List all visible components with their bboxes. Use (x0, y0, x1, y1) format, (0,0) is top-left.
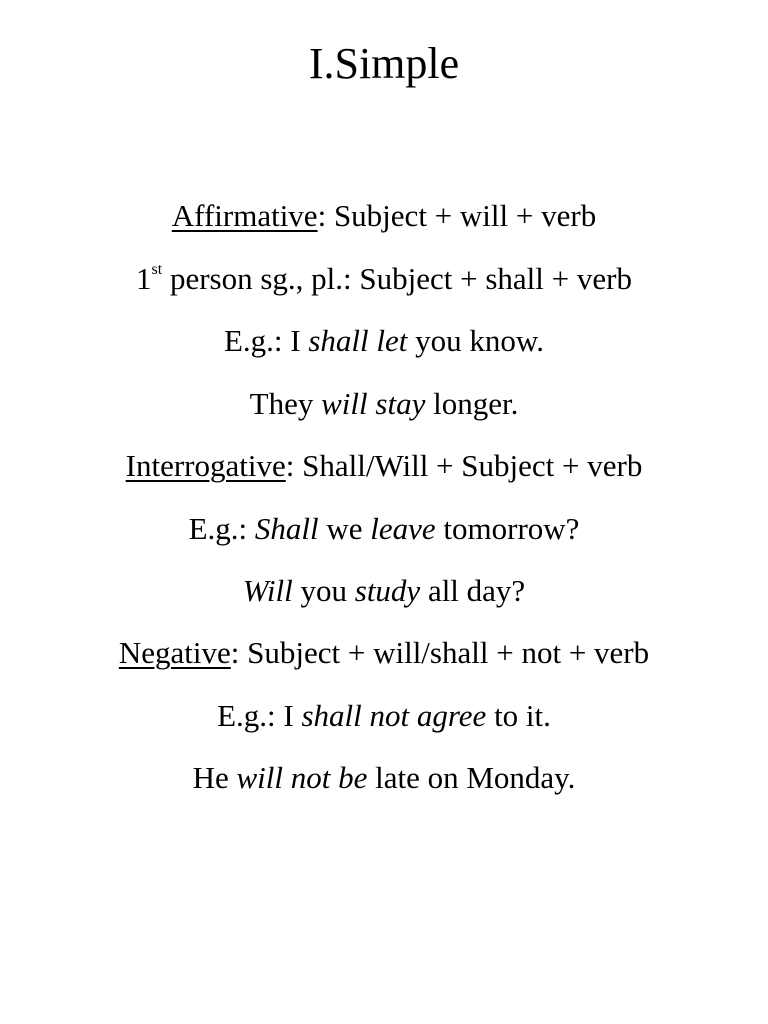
affirmative-rule (0, 196, 768, 236)
example-verb: shall let (308, 323, 408, 358)
first-person-superscript: st (151, 260, 163, 278)
example-verb: will not be (236, 760, 368, 795)
example-shall-leave (0, 509, 768, 549)
example-text: you know. (407, 323, 545, 358)
example-text: E.g.: (188, 511, 255, 546)
example-text: all day? (420, 573, 526, 608)
example-text: to it. (486, 698, 551, 733)
negative-rule (0, 633, 768, 673)
interrogative-label: Interrogative (125, 448, 286, 483)
negative-label: Negative (118, 635, 231, 670)
negative-formula: : Subject + will/shall + not + verb (230, 635, 650, 670)
interrogative-formula: : Shall/Will + Subject + verb (285, 448, 643, 483)
example-verb: study (354, 573, 421, 608)
page-title: I.Simple (308, 39, 460, 88)
example-text: late on Monday. (367, 760, 576, 795)
example-verb: Shall (254, 511, 319, 546)
example-will-study (0, 571, 768, 611)
example-shall-let (0, 321, 768, 361)
affirmative-formula: : Subject + will + verb (317, 198, 597, 233)
example-text: He (192, 760, 237, 795)
example-verb: Will (242, 573, 293, 608)
example-text: tomorrow? (435, 511, 580, 546)
example-text: They (249, 386, 322, 421)
affirmative-label: Affirmative (171, 198, 318, 233)
example-will-stay (0, 384, 768, 424)
interrogative-rule (0, 446, 768, 486)
first-person-formula: person sg., pl.: Subject + shall + verb (162, 261, 632, 296)
example-text: longer. (425, 386, 519, 421)
example-text: we (318, 511, 371, 546)
first-person-number: 1 (136, 261, 152, 296)
example-verb: leave (370, 511, 436, 546)
first-person-rule (0, 259, 768, 299)
example-text: E.g.: I (217, 698, 302, 733)
example-shall-not-agree (0, 696, 768, 736)
example-text: you (292, 573, 355, 608)
example-verb: shall not agree (301, 698, 487, 733)
example-will-not-be (0, 758, 768, 798)
example-text: E.g.: I (223, 323, 309, 358)
example-verb: will stay (321, 386, 426, 421)
